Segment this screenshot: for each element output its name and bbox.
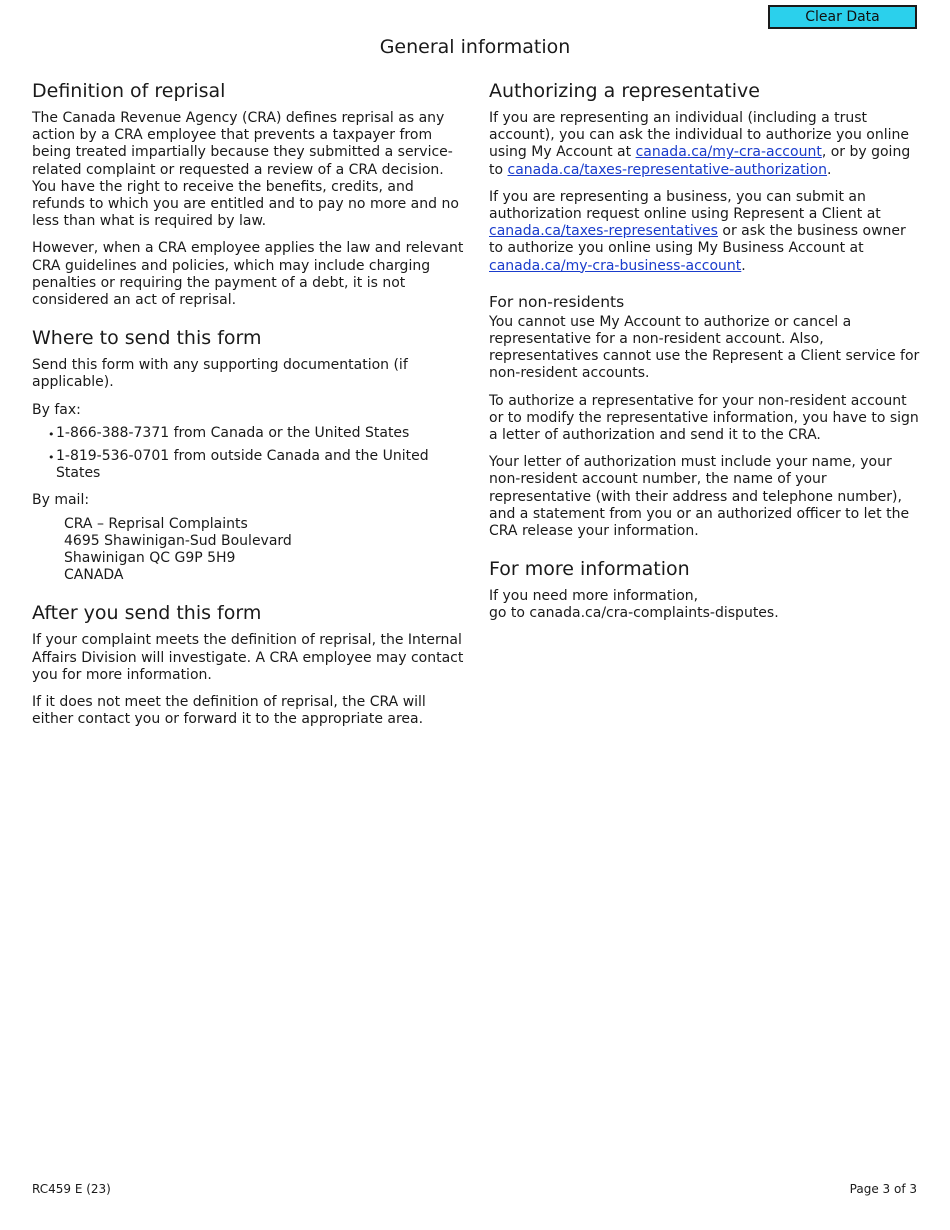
reprisal-section bbox=[32, 80, 464, 309]
representative-authorization-link[interactable]: canada.ca/taxes-representative-authorization bbox=[507, 161, 827, 178]
nonresidents-paragraph-3: Your letter of authorization must include your name, your non-resident account number, the name of your representative (with their address and telephone number), and a statement from you or an authorized officer to let the CRA release your information. bbox=[489, 454, 910, 540]
taxes-representatives-link[interactable]: canada.ca/taxes-representatives bbox=[489, 223, 718, 240]
address-line: Shawinigan QC G9P 5H9 bbox=[64, 550, 236, 567]
authorizing-text: If you are representing an individual (including a trust account), you can ask the individual to authorize you online using My Account at bbox=[489, 110, 909, 161]
more-info-line-1: If you need more information, bbox=[489, 588, 699, 605]
mail-label: By mail: bbox=[32, 492, 90, 509]
more-info-line-2: go to canada.ca/cra-complaints-disputes. bbox=[489, 605, 779, 622]
address-line: CRA – Reprisal Complaints bbox=[64, 515, 248, 532]
reprisal-paragraph-1: The Canada Revenue Agency (CRA) defines reprisal as any action by a CRA employee that prevents a taxpayer from being treated impartially because they submitted a service-related complaint or requested a review of a CRA decision. You have the right to receive the benefits, credits, and refunds to which you are entitled and to pay no more and no less than what is required by law. bbox=[32, 110, 459, 230]
send-intro: Send this form with any supporting documentation (if applicable). bbox=[32, 357, 408, 391]
fax-item: • 1-819-536-0701 from outside Canada and the United States bbox=[48, 448, 464, 482]
reprisal-paragraph-2: However, when a CRA employee applies the law and relevant CRA guidelines and policies, which may include charging penalties or requiring the payment of a debt, it is not considered an act of reprisal. bbox=[32, 240, 464, 309]
after-paragraph-2: If it does not meet the definition of reprisal, the CRA will either contact you or forward it to the appropriate area. bbox=[32, 694, 426, 728]
fax-list bbox=[32, 425, 464, 483]
address-line: CANADA bbox=[64, 567, 124, 584]
right-column bbox=[489, 80, 923, 641]
fax-item: • 1-866-388-7371 from Canada or the United States bbox=[48, 425, 464, 442]
after-section bbox=[32, 602, 464, 728]
reprisal-heading: Definition of reprisal bbox=[32, 80, 226, 102]
form-identifier: RC459 E (23) bbox=[32, 1182, 111, 1196]
nonresidents-paragraph-1: You cannot use My Account to authorize or cancel a representative for a non-resident account. Also, representatives cannot use the Represent a Client service for non-resident accounts. bbox=[489, 313, 920, 382]
authorizing-section bbox=[489, 80, 923, 275]
authorizing-text: , or by going to bbox=[489, 144, 911, 178]
nonresidents-paragraph-2: To authorize a representative for your non-resident account or to modify the representative information, you have to sign a letter of authorization and send it to the CRA. bbox=[489, 392, 919, 444]
authorizing-text: If you are representing a business, you can submit an authorization request online using Represent a Client at bbox=[489, 188, 881, 223]
my-cra-account-link[interactable]: canada.ca/my-cra-account bbox=[635, 144, 822, 161]
more-info-section bbox=[489, 558, 923, 622]
clear-data-button[interactable]: Clear Data bbox=[768, 5, 917, 29]
send-section bbox=[32, 327, 464, 584]
authorizing-text: . bbox=[827, 161, 832, 178]
authorizing-heading: Authorizing a representative bbox=[489, 80, 760, 102]
after-heading: After you send this form bbox=[32, 602, 262, 625]
mailing-address bbox=[64, 516, 464, 585]
authorizing-text: . bbox=[741, 257, 746, 274]
nonresidents-heading: For non-residents bbox=[489, 292, 625, 311]
address-line: 4695 Shawinigan-Sud Boulevard bbox=[64, 532, 292, 549]
authorizing-text: or ask the business owner to authorize you online using My Business Account at bbox=[489, 223, 906, 257]
my-cra-business-account-link[interactable]: canada.ca/my-cra-business-account bbox=[489, 257, 742, 274]
after-paragraph-1: If your complaint meets the definition of reprisal, the Internal Affairs Division will investigate. A CRA employee may contact you for more information. bbox=[32, 632, 464, 683]
authorizing-paragraph-1 bbox=[489, 110, 923, 179]
page-number: Page 3 of 3 bbox=[849, 1182, 917, 1196]
page-title: General information bbox=[379, 36, 571, 58]
more-info-heading: For more information bbox=[489, 558, 690, 581]
send-heading: Where to send this form bbox=[32, 327, 262, 350]
left-column bbox=[32, 80, 464, 746]
authorizing-paragraph-2 bbox=[489, 189, 923, 275]
nonresidents-section bbox=[489, 293, 923, 540]
fax-label: By fax: bbox=[32, 401, 81, 418]
